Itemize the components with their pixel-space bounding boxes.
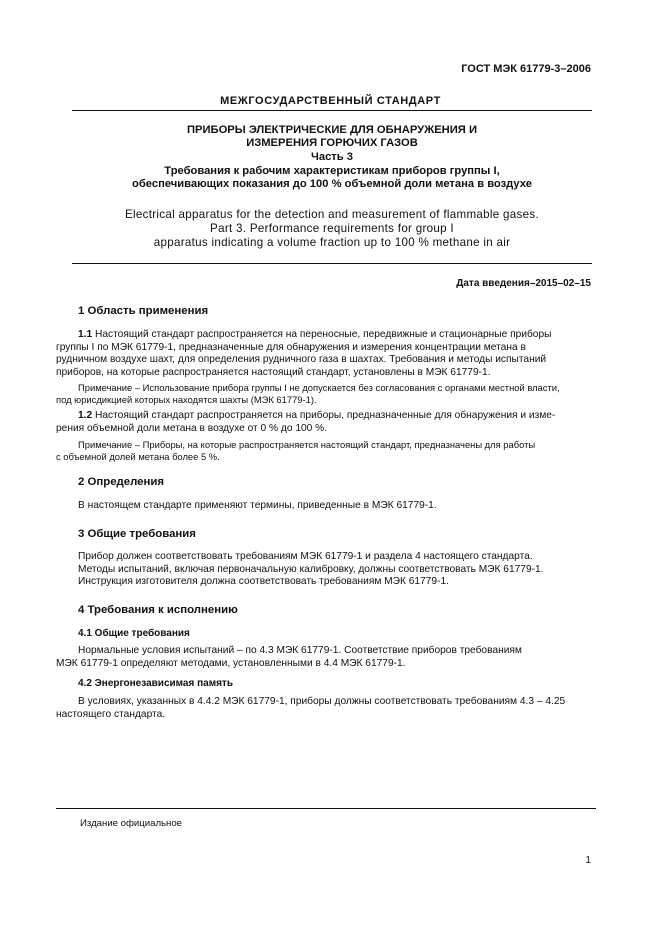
text-line: приборов, на которые распространяется настоящий стандарт, установлены в МЭК 61779-1. bbox=[56, 366, 491, 378]
text-line: В условиях, указанных в 4.4.2 МЭК 61779-1, приборы должны соответствовать требованиям 4.3 – 4.25 bbox=[78, 696, 566, 707]
note-line: Примечание – Приборы, на которые распространяется настоящий стандарт, предназначены для работы bbox=[78, 439, 536, 450]
title-divider bbox=[72, 263, 592, 264]
page-number: 1 bbox=[585, 855, 591, 866]
text-line: группы I по МЭК 61779-1, предназначенные для обнаружения и измерения концентрации метана в bbox=[56, 341, 526, 353]
title-ru-line1: ПРИБОРЫ ЭЛЕКТРИЧЕСКИЕ ДЛЯ ОБНАРУЖЕНИЯ И bbox=[187, 124, 477, 136]
subsection-4-2-text bbox=[56, 696, 591, 721]
text-line: рудничном воздухе шахт, для определения рудничного газа в шахтах. Требования и методы испытаний bbox=[56, 354, 547, 366]
note-1 bbox=[56, 382, 591, 405]
note-line: Примечание – Использование прибора группы I не допускается без согласования с органами местной власти, bbox=[78, 382, 560, 393]
document-number: ГОСТ МЭК 61779-3–2006 bbox=[461, 63, 591, 75]
text-line: Настоящий стандарт распространяется на приборы, предназначенные для обнаружения и изме- bbox=[95, 410, 556, 421]
title-ru-sub2: обеспечивающих показания до 100 % объемной доли метана в воздухе bbox=[132, 178, 532, 190]
title-ru-sub1: Требования к рабочим характеристикам приборов группы I, bbox=[164, 165, 500, 177]
paragraph-1-1 bbox=[56, 329, 591, 379]
text-line: В настоящем стандарте применяют термины, приведенные в МЭК 61779-1. bbox=[78, 500, 437, 511]
note-line: под юрисдикцией которых находятся шахты (МЭК 61779-1). bbox=[56, 393, 317, 405]
title-en-line3: apparatus indicating a volume fraction up to 100 % methane in air bbox=[153, 236, 511, 249]
paragraph-1-2 bbox=[56, 410, 591, 435]
title-en-line1: Electrical apparatus for the detection and measurement of flammable gases. bbox=[124, 208, 540, 221]
title-en-line2: Part 3. Performance requirements for group I bbox=[210, 222, 454, 235]
text-line: Прибор должен соответствовать требованиям МЭК 61779-1 и раздела 4 настоящего стандарта. bbox=[78, 551, 533, 562]
section-2-heading: 2 Определения bbox=[78, 476, 165, 488]
section-2-text bbox=[56, 500, 591, 513]
clause-number: 1.2 bbox=[78, 410, 93, 421]
title-ru-line2: ИЗМЕРЕНИЯ ГОРЮЧИХ ГАЗОВ bbox=[246, 137, 418, 149]
text-line: Инструкция изготовителя должна соответствовать требованиям МЭК 61779-1. bbox=[78, 576, 449, 588]
section-3-heading: 3 Общие требования bbox=[78, 528, 196, 540]
text-line: МЭК 61779-1 определяют методами, установленными в 4.4 МЭК 61779-1. bbox=[56, 657, 406, 669]
subsection-4-2-heading: 4.2 Энергонезависимая память bbox=[78, 678, 233, 689]
header-divider bbox=[72, 110, 592, 111]
clause-number: 1.1 bbox=[78, 329, 93, 340]
text-line: рения объемной доли метана в воздухе от 0 % до 100 %. bbox=[56, 422, 328, 434]
note-2 bbox=[56, 439, 591, 462]
title-ru-part: Часть 3 bbox=[311, 151, 353, 163]
note-line: с объемной долей метана более 5 %. bbox=[56, 450, 220, 462]
section-3-text bbox=[56, 551, 591, 589]
subsection-4-1-heading: 4.1 Общие требования bbox=[78, 628, 190, 639]
section-4-heading: 4 Требования к исполнению bbox=[78, 604, 238, 616]
subsection-4-1-text bbox=[56, 645, 591, 670]
text-line: Настоящий стандарт распространяется на переносные, передвижные и стационарные приборы bbox=[95, 329, 552, 340]
official-edition-label: Издание официальное bbox=[80, 818, 183, 829]
text-line: настоящего стандарта. bbox=[56, 708, 166, 720]
footer-divider bbox=[56, 808, 596, 809]
text-line: Нормальные условия испытаний – по 4.3 МЭК 61779-1. Соответствие приборов требованиям bbox=[78, 645, 522, 656]
introduction-date: Дата введения–2015–02–15 bbox=[456, 278, 591, 289]
standard-type-heading: МЕЖГОСУДАРСТВЕННЫЙ СТАНДАРТ bbox=[220, 95, 441, 107]
text-line: Методы испытаний, включая первоначальную калибровку, должны соответствовать МЭК 61779-1. bbox=[78, 563, 544, 575]
section-1-heading: 1 Область применения bbox=[78, 305, 209, 317]
